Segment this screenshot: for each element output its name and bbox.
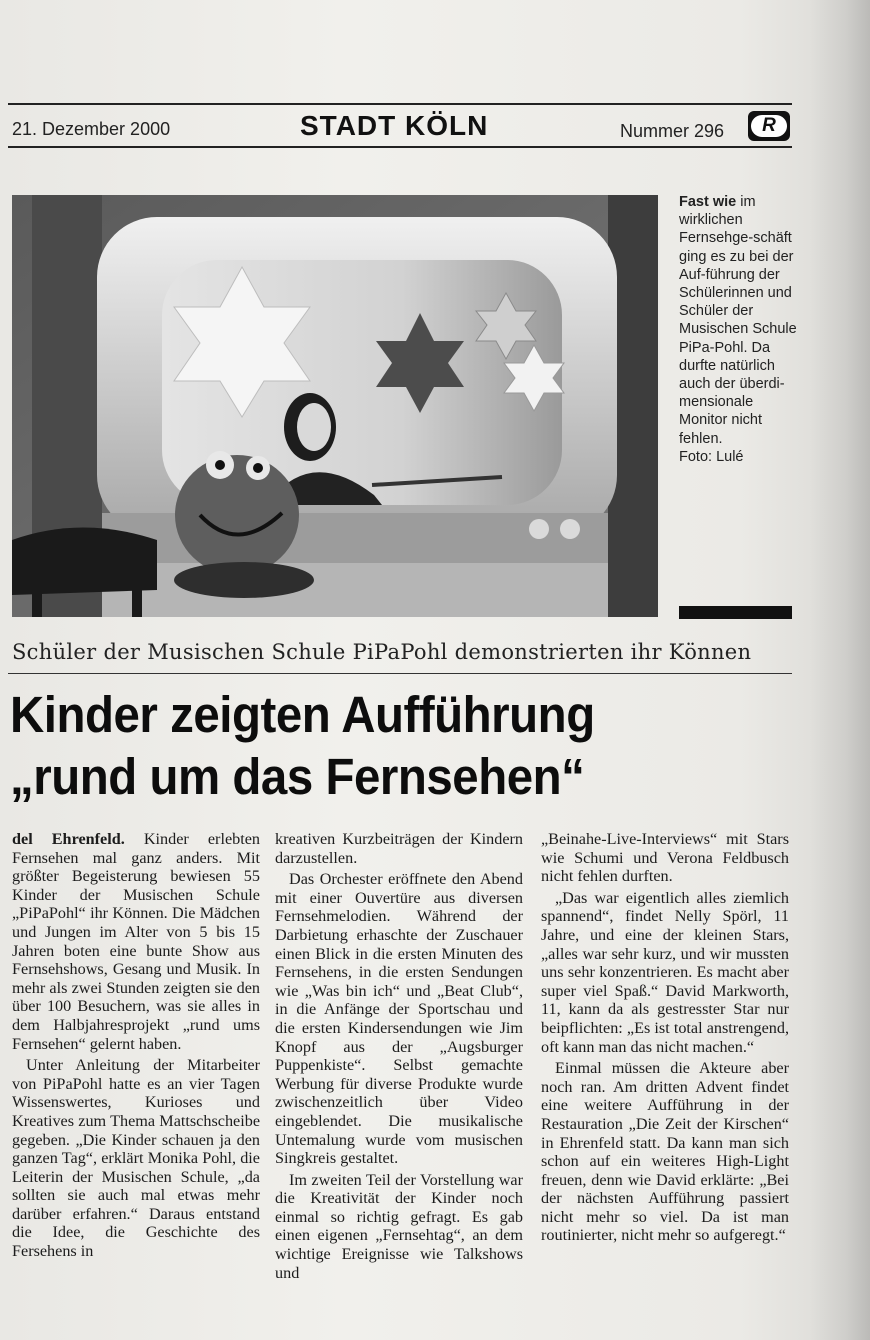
caption-text: im wirklichen Fernsehge-schäft ging es zu bei der Auf-führung der Schülerinnen und Schüler der Musischen Schule PiPa-Pohl. Da durfte natürlich auch der überdi-mensionale Monitor nicht fehlen. [679, 194, 797, 447]
paragraph-text: Kinder erlebten Fernsehen mal ganz anders. Mit größter Begeisterung bewiesen 55 Kinder der Musischen Schule „PiPaPohl“ ihr Können. Die Mädchen und Jungen im Alter von 5 bis 15 Jahren boten eine bunte Show aus Fernsehshows, Gesang und Musik. In mehr als zwei Stunden zeigten sie den über 100 Besuchern, was sie alles in dem Halbjahresprojekt „rund ums Fernsehen“ gelernt haben. [12, 830, 260, 1053]
publisher-logo [748, 111, 790, 141]
article-photo [12, 195, 658, 617]
header-bottom-rule [8, 146, 792, 148]
issue-date: 21. Dezember 2000 [12, 119, 171, 139]
photo-caption [679, 193, 799, 466]
article-kicker: Schüler der Musischen Schule PiPaPohl demonstrierten ihr Können [12, 640, 752, 664]
issue-number: Nummer 296 [620, 121, 725, 141]
dateline: del Ehrenfeld. [12, 830, 125, 848]
paragraph: „Beinahe-Live-Interviews“ mit Stars wie Schumi und Verona Feldbusch nicht fehlen durften. [541, 830, 789, 886]
paragraph: Im zweiten Teil der Vorstellung war die Kreativität der Kinder noch einmal so richtig gefragt. Es gab einen eigenen „Fernsehtag“, an dem wichtige Ereignisse wie Talkshows und [275, 1170, 523, 1282]
paragraph: Unter Anleitung der Mitarbeiter von PiPaPohl hatte es an vier Tagen Wissenswertes, Kurioses und Kreatives zum Thema Mattschscheibe gegeben. „Die Kinder schauen ja den ganzen Tag“, erklärt Monika Pohl, die Leiterin der Musischen Schule, „da sollten sie auch mal etwas mehr darüber erfahren.“ Daraus entstand die Idee, die Geschichte des Fersehens in [12, 1056, 260, 1261]
paragraph: Einmal müssen die Akteure aber noch ran. Am dritten Advent findet eine weitere Aufführung in der Restauration „Die Zeit der Kirschen“ in Ehrenfeld statt. Da kann man sich schon auf ein weiteres High-Light freuen, denn wie David erklärte: „Bei der nächsten Aufführung passiert nicht mehr so viel. Da ist man routinierter, nicht mehr so aufgeregt.“ [541, 1059, 789, 1245]
headline-line-2: „rund um das Fernsehen“ [10, 748, 585, 805]
paragraph: Das Orchester eröffnete den Abend mit einer Ouvertüre aus diversen Fernsehmelodien. Während der Darbietung erhaschte der Zuschauer einen Blick in die ersten Minuten des Fernsehens, in die ersten Sendungen wie „Was bin ich“ und „Beat Club“, in die Anfänge der Sportschau und die ersten Kindersendungen wie Jim Knopf aus der „Augsburger Puppenkiste“. Selbst gemachte Werbung für diverse Produkte wurde zwischenzeitlich über Video eingeblendet. Die musikalische Untemalung wurde vom musischen Singkreis gestaltet. [275, 870, 523, 1168]
logo-letter: R [751, 115, 787, 137]
article-headline [10, 684, 745, 808]
photo-credit: Foto: Lulé [679, 448, 744, 465]
paragraph: „Das war eigentlich alles ziemlich spannend“, findet Nelly Spörl, 11 Jahre, und eine der kleinen Stars, „alles war sehr kurz, und wir mussten uns sehr konzentrieren. Es macht aber super viel Spaß.“ David Markworth, 11, kann da als gestresster Star nur beipflichten: „Es ist total anstrengend, oft kann man das nicht machen.“ [541, 888, 789, 1056]
kicker-rule [8, 673, 792, 674]
tv-stage-photo-icon [12, 195, 658, 617]
article-column-3 [541, 830, 789, 1245]
caption-bar [679, 606, 792, 619]
caption-lead: Fast wie [679, 194, 737, 210]
article-column-1 [12, 830, 260, 1261]
article-column-2 [275, 830, 523, 1282]
page-edge-shadow [810, 0, 870, 1340]
paragraph: kreativen Kurzbeiträgen der Kindern darzustellen. [275, 830, 523, 867]
section-title: STADT KÖLN [300, 110, 489, 141]
header-top-rule [8, 103, 792, 105]
paragraph [12, 830, 260, 1053]
headline-line-1: Kinder zeigten Aufführung [10, 686, 595, 743]
